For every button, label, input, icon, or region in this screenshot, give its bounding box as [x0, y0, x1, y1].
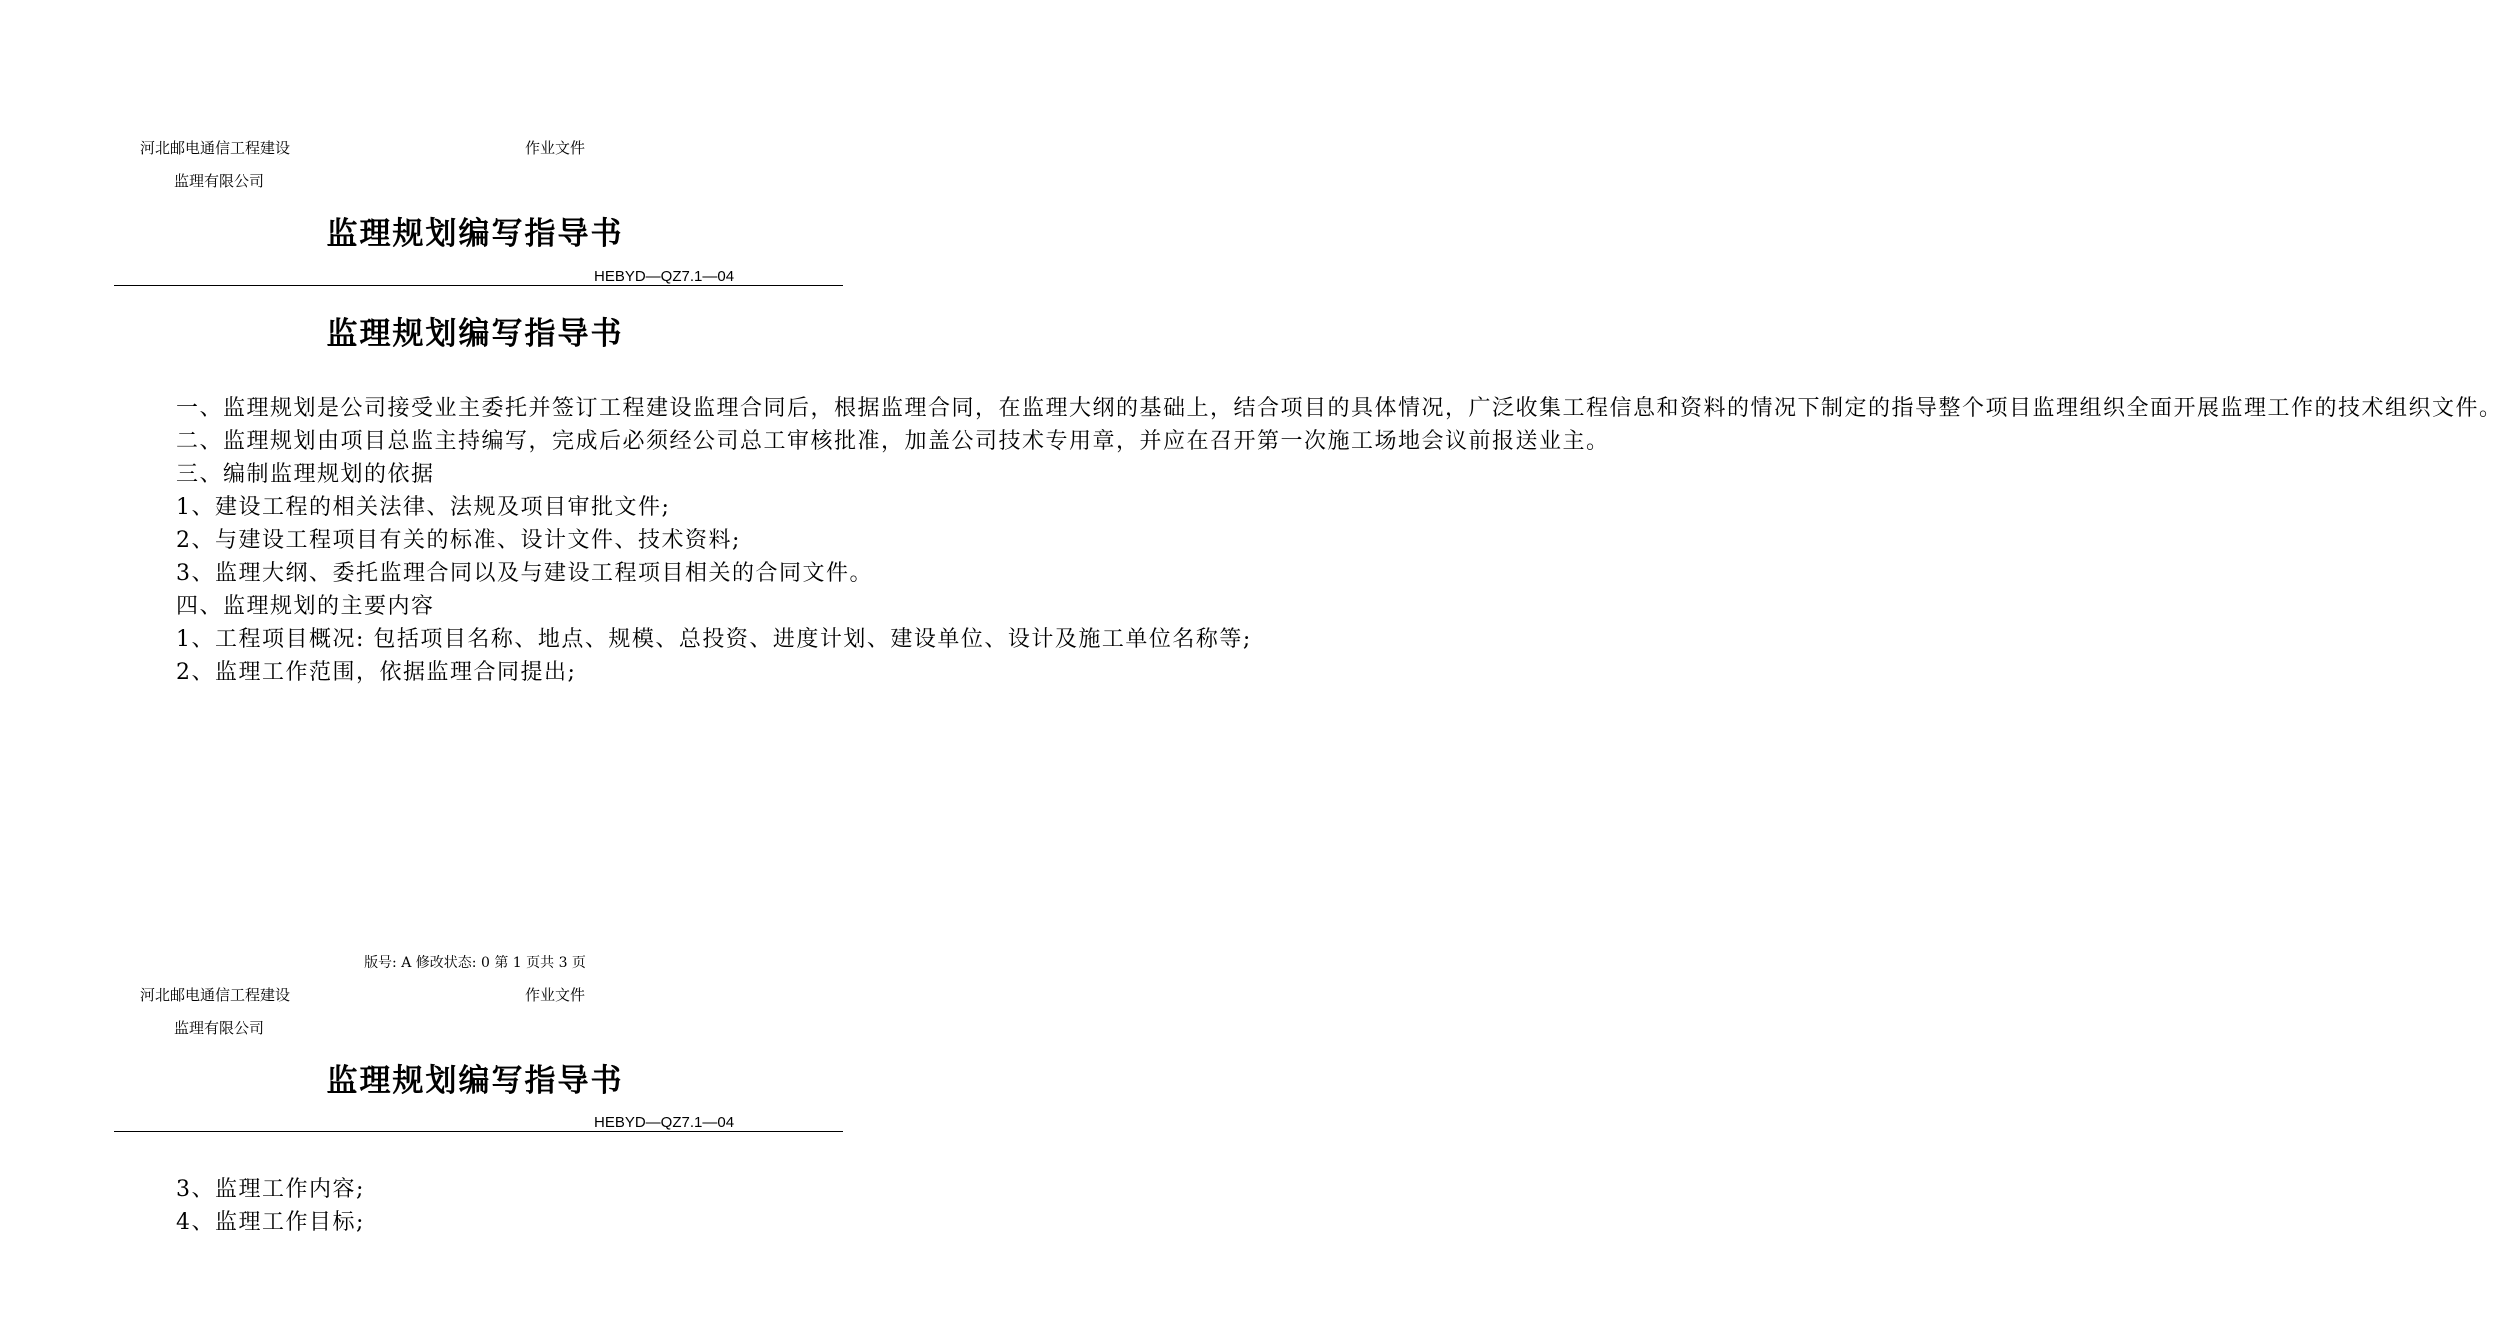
company-name-line1: 河北邮电通信工程建设: [140, 139, 291, 157]
header-divider: [114, 285, 843, 286]
header-divider: [114, 1131, 843, 1132]
header-title: 监理规划编写指导书: [326, 1063, 624, 1099]
document-body: [124, 1173, 839, 1239]
company-name-line1: 河北邮电通信工程建设: [140, 986, 291, 1004]
list-item: 1、建设工程的相关法律、法规及项目审批文件;: [176, 495, 671, 520]
list-item: 3、监理大纲、委托监理合同以及与建设工程项目相关的合同文件。: [176, 561, 873, 586]
document-code: HEBYD—QZ7.1—04: [594, 268, 735, 285]
list-item: 2、与建设工程项目有关的标准、设计文件、技术资料;: [176, 528, 741, 553]
paragraph-2: 二、监理规划由项目总监主持编写，完成后必须经公司总工审核批准，加盖公司技术专用章，并应在召开第一次施工场地会议前报送业主。: [176, 429, 1610, 454]
company-name-line2: 监理有限公司: [174, 172, 265, 190]
main-title: 监理规划编写指导书: [326, 316, 624, 352]
paragraph-1: 一、监理规划是公司接受业主委托并签订工程建设监理合同后，根据监理合同，在监理大纲的基础上，结合项目的具体情况，广泛收集工程信息和资料的情况下制定的指导整个项目监理组织全面开展监理工作的技术组织文件。: [176, 396, 2503, 421]
document-type: 作业文件: [525, 139, 586, 157]
header-title: 监理规划编写指导书: [326, 216, 624, 252]
company-name-line2: 监理有限公司: [174, 1019, 265, 1037]
section-heading-contents: 四、监理规划的主要内容: [176, 594, 435, 619]
document-body: [124, 392, 2503, 689]
section-heading-basis: 三、编制监理规划的依据: [176, 462, 435, 487]
page-footer: 版号: A 修改状态: 0 第 1 页共 3 页: [364, 955, 586, 971]
list-item: 2、监理工作范围，依据监理合同提出;: [176, 660, 577, 685]
list-item: 3、监理工作内容;: [176, 1177, 365, 1202]
list-item: 4、监理工作目标;: [176, 1210, 365, 1235]
document-type: 作业文件: [525, 986, 586, 1004]
list-item: 1、工程项目概况: 包括项目名称、地点、规模、总投资、进度计划、建设单位、设计及施工单位名称等;: [176, 627, 1252, 652]
document-code: HEBYD—QZ7.1—04: [594, 1114, 735, 1131]
